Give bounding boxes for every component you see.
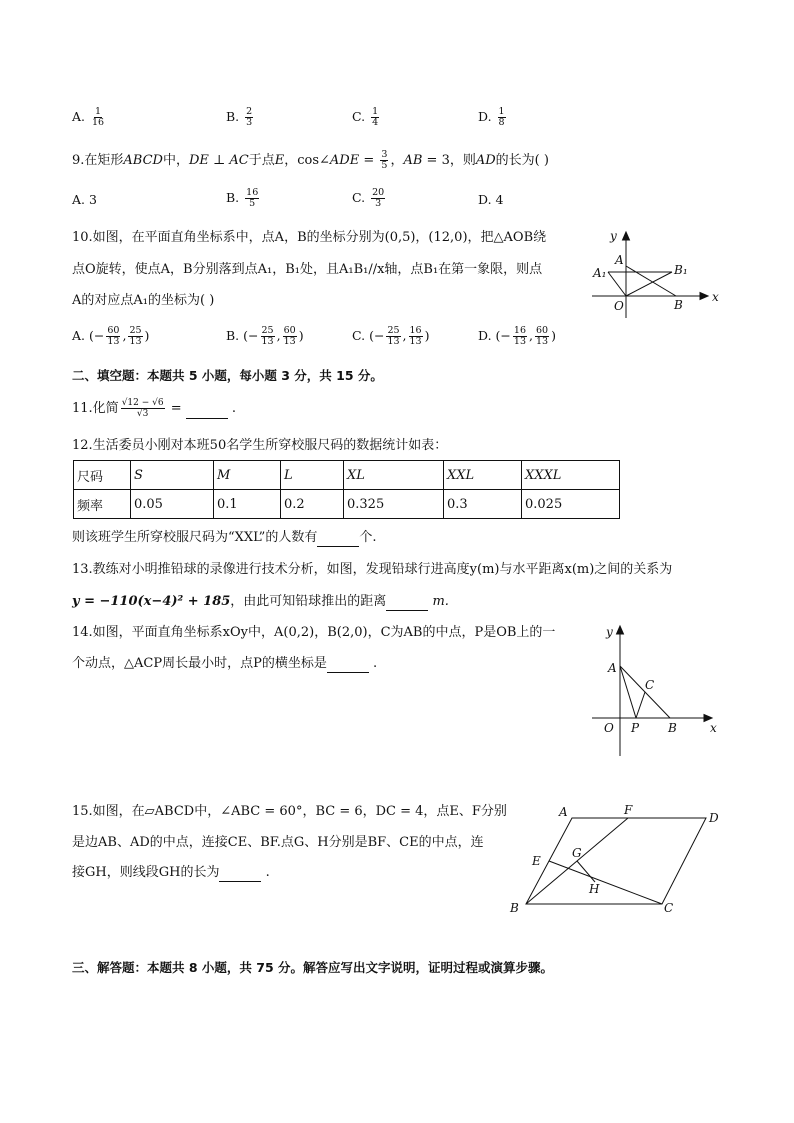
table-cell: S — [131, 461, 214, 490]
table-cell: 0.325 — [344, 490, 444, 519]
label-o: O — [604, 721, 614, 735]
q13-line-1: 13.教练对小明推铅球的录像进行技术分析，如图，发现铅球行进高度y(m)与水平距离x(m)之间的关系为 — [72, 562, 673, 577]
table-cell: 0.2 — [281, 490, 344, 519]
label-a1: A₁ — [593, 266, 607, 280]
table-cell: L — [281, 461, 344, 490]
table-cell: XL — [344, 461, 444, 490]
label-c: C — [664, 901, 674, 915]
q9-option-a[interactable]: A. 3 — [72, 192, 97, 207]
q13-line-2: y = −110(x−4)² + 185，由此可知铅球推出的距离 m. — [72, 594, 449, 609]
fraction: $\frac{3}{5}$ — [381, 149, 388, 171]
q10-line-1: 10.如图，在平面直角坐标系中，点A，B的坐标分别为(0,5)，(12,0)，把△AOB绕 — [72, 230, 547, 245]
segment-gh — [577, 861, 595, 882]
table-cell: 尺码 — [74, 461, 131, 490]
fraction: $\frac{20}{3}$ — [372, 187, 385, 209]
q8-option-b[interactable]: B. $\frac{2}{3}$ — [226, 106, 253, 128]
q10-option-b[interactable]: B. (− $\frac{25}{13}$ , $\frac{60}{13}$ ) — [226, 325, 304, 347]
section-2-heading: 二、填空题：本题共 5 小题，每小题 3 分，共 15 分。 — [72, 368, 383, 383]
segment-ab — [626, 266, 676, 296]
label-b: B — [510, 901, 519, 915]
label-x: x — [712, 290, 719, 304]
q8-option-d[interactable]: D. $\frac{1}{8}$ — [478, 106, 505, 128]
q9-option-d[interactable]: D. 4 — [478, 192, 504, 207]
label-b: B — [668, 721, 677, 735]
table-cell: M — [214, 461, 281, 490]
label-c: C — [645, 678, 655, 692]
q10-option-d[interactable]: D. (− $\frac{16}{13}$ , $\frac{60}{13}$ ) — [478, 325, 556, 347]
segment-ce — [549, 861, 662, 904]
q10-option-a[interactable]: A. (− $\frac{60}{13}$ , $\frac{25}{13}$ ) — [72, 325, 150, 347]
q9-stem: 9.在矩形ABCD中，DE ⊥ AC于点E，cos∠ADE = $\frac{3}{5}$ ，AB = 3，则AD的长为( ) — [72, 149, 549, 171]
q12-question: 则该班学生所穿校服尺码为“XXL”的人数有 个. — [72, 530, 377, 545]
answer-blank[interactable] — [219, 869, 261, 882]
label-y: y — [606, 625, 613, 639]
table-cell: 0.3 — [444, 490, 522, 519]
segment-ob1 — [626, 272, 672, 296]
q12-stem: 12.生活委员小刚对本班50名学生所穿校服尺码的数据统计如表： — [72, 438, 448, 453]
q15-line-1: 15.如图，在▱ABCD中，∠ABC = 60°，BC = 6，DC = 4，点E、F分别 — [72, 804, 507, 819]
table-row — [74, 490, 620, 519]
label-a: A — [559, 805, 568, 819]
answer-blank[interactable] — [317, 534, 359, 547]
label-b: B — [674, 298, 683, 312]
q15-line-3: 接GH，则线段GH的长为 . — [72, 865, 270, 880]
label-g: G — [572, 846, 582, 860]
table-cell: XXXL — [522, 461, 620, 490]
parallelogram-abcd — [526, 818, 706, 904]
label-e: E — [532, 854, 541, 868]
fraction: $\frac{2}{3}$ — [246, 106, 253, 128]
q9-option-b[interactable]: B. $\frac{16}{5}$ — [226, 187, 259, 209]
table-row — [74, 461, 620, 490]
q14-line-2: 个动点，△ACP周长最小时，点P的横坐标是 . — [72, 656, 378, 671]
q15-line-2: 是边AB、AD的中点，连接CE、BF.点G、H分别是BF、CE的中点，连 — [72, 835, 484, 850]
segment-a1o — [608, 272, 626, 296]
q8-option-a[interactable]: A. $\frac{1}{16}$ — [72, 106, 105, 128]
x-axis-arrow — [700, 293, 708, 300]
label-y: y — [610, 229, 617, 243]
segment-pc — [636, 692, 645, 718]
y-axis-arrow — [623, 232, 630, 240]
fraction: $\frac{√12 - √6}{√3}$ — [121, 398, 164, 419]
table-cell: 0.05 — [131, 490, 214, 519]
size-frequency-table — [73, 460, 620, 519]
label-d: D — [709, 811, 719, 825]
section-3-heading: 三、解答题：本题共 8 小题，共 75 分。解答应写出文字说明，证明过程或演算步骤。 — [72, 960, 554, 975]
answer-blank[interactable] — [386, 598, 428, 611]
label-f: F — [624, 803, 633, 817]
label-x: x — [710, 721, 717, 735]
fraction: $\frac{1}{16}$ — [92, 106, 105, 128]
label-b1: B₁ — [674, 263, 688, 277]
q14-figure — [588, 622, 728, 762]
fraction: $\frac{1}{4}$ — [372, 106, 379, 128]
q10-line-3: A的对应点A₁的坐标为( ) — [72, 293, 215, 308]
label-a: A — [608, 661, 617, 675]
q10-line-2: 点O旋转，使点A，B分别落到点A₁，B₁处，且A₁B₁//x轴，点B₁在第一象限，则点 — [72, 262, 543, 277]
fraction: $\frac{1}{8}$ — [498, 106, 505, 128]
q9-option-c[interactable]: C. $\frac{20}{3}$ — [352, 187, 385, 209]
table-cell: 0.1 — [214, 490, 281, 519]
q11-stem: 11.化简 $\frac{√12 - √6}{√3}$ = . — [72, 398, 237, 419]
q14-line-1: 14.如图，平面直角坐标系xOy中，A(0,2)，B(2,0)，C为AB的中点，P是OB上的一 — [72, 625, 556, 640]
q10-figure — [588, 226, 728, 322]
fraction: $\frac{16}{5}$ — [246, 187, 259, 209]
q15-figure — [500, 798, 730, 920]
q10-option-c[interactable]: C. (− $\frac{25}{13}$ , $\frac{16}{13}$ ) — [352, 325, 430, 347]
table-cell: 频率 — [74, 490, 131, 519]
label-a: A — [615, 253, 624, 267]
label-h: H — [589, 882, 600, 896]
table-cell: 0.025 — [522, 490, 620, 519]
q8-option-c[interactable]: C. $\frac{1}{4}$ — [352, 106, 379, 128]
answer-blank[interactable] — [186, 406, 228, 419]
label-o: O — [614, 299, 624, 313]
label-p: P — [631, 721, 640, 735]
y-axis-arrow — [617, 626, 624, 634]
table-cell: XXL — [444, 461, 522, 490]
answer-blank[interactable] — [327, 660, 369, 673]
